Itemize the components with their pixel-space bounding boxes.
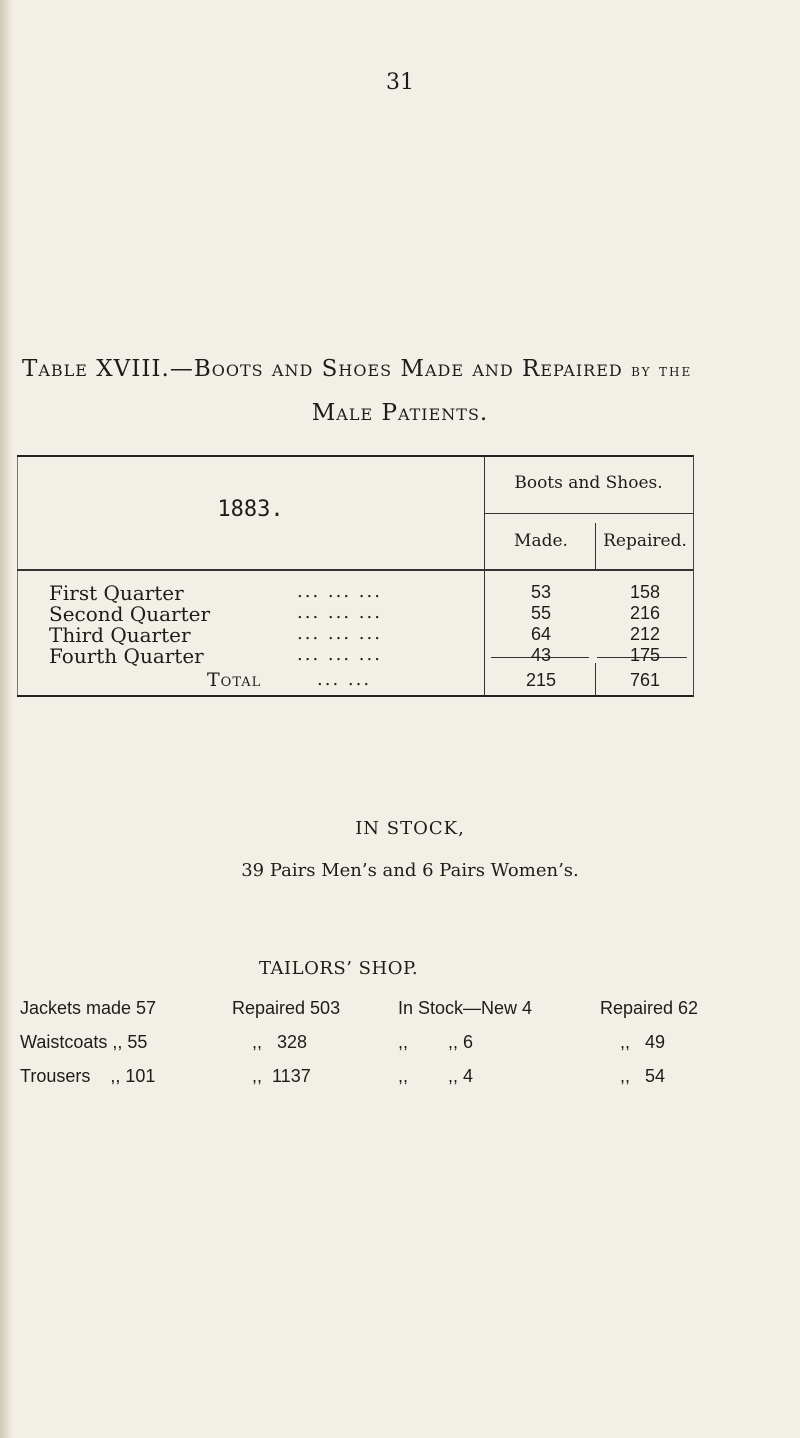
tailors-cell: ,, 328 [252, 1032, 308, 1052]
total-repaired-value: 761 [629, 670, 661, 690]
tailors-cell: Repaired 62 [600, 998, 699, 1018]
row-label-second-quarter: Second Quarter [49, 602, 211, 626]
total-label: Total [207, 669, 262, 691]
table-label: Table [22, 356, 88, 382]
tailors-cell: Jackets made 57 [20, 998, 157, 1018]
table-title [22, 356, 782, 382]
boots-shoes-table [17, 455, 694, 697]
row-made-value: 55 [530, 603, 552, 623]
row-dots: ... ... ... [297, 581, 382, 602]
table-title-line2: Male Patients. [311, 400, 489, 426]
repaired-header: Repaired. [603, 531, 687, 551]
stock-text: 39 Pairs Men’s and 6 Pairs Women’s. [241, 860, 579, 881]
total-made-value: 215 [525, 670, 557, 690]
title-dash: — [169, 356, 194, 382]
made-header: Made. [514, 531, 568, 551]
row-made-value: 43 [530, 645, 552, 665]
total-dots: ... ... [317, 669, 372, 690]
title-by: by the [631, 361, 693, 381]
row-dots: ... ... ... [297, 644, 382, 665]
boots-shoes-header: Boots and Shoes. [514, 473, 663, 493]
row-label-fourth-quarter: Fourth Quarter [49, 644, 204, 668]
year-header: 1883. [217, 497, 284, 522]
page-number: 31 [386, 70, 414, 95]
page-binding-edge [0, 0, 14, 1438]
tailors-cell: In Stock—New 4 [398, 998, 533, 1018]
tailors-cell: Waistcoats ,, 55 [20, 1032, 148, 1052]
row-dots: ... ... ... [297, 623, 382, 644]
tailors-cell: ,, 49 [620, 1032, 666, 1052]
row-repaired-value: 175 [629, 645, 661, 665]
table-number: XVIII. [96, 356, 170, 382]
row-label-third-quarter: Third Quarter [49, 623, 191, 647]
row-made-value: 64 [530, 624, 552, 644]
row-label-first-quarter: First Quarter [49, 581, 184, 605]
row-repaired-value: 212 [629, 624, 661, 644]
row-made-value: 53 [530, 582, 552, 602]
title-subject: Boots and Shoes Made and Repaired [193, 356, 623, 382]
tailors-shop-heading: TAILORS’ SHOP. [259, 958, 419, 979]
row-dots: ... ... ... [297, 602, 382, 623]
stock-heading: IN STOCK, [355, 818, 465, 839]
tailors-cell: Repaired 503 [232, 998, 341, 1018]
tailors-cell: Trousers ,, 101 [20, 1066, 156, 1086]
row-repaired-value: 216 [629, 603, 661, 623]
row-repaired-value: 158 [629, 582, 661, 602]
tailors-cell: ,, 1137 [252, 1066, 311, 1086]
tailors-cell: ,, ,, 4 [398, 1066, 474, 1086]
tailors-cell: ,, ,, 6 [398, 1032, 474, 1052]
tailors-cell: ,, 54 [620, 1066, 666, 1086]
